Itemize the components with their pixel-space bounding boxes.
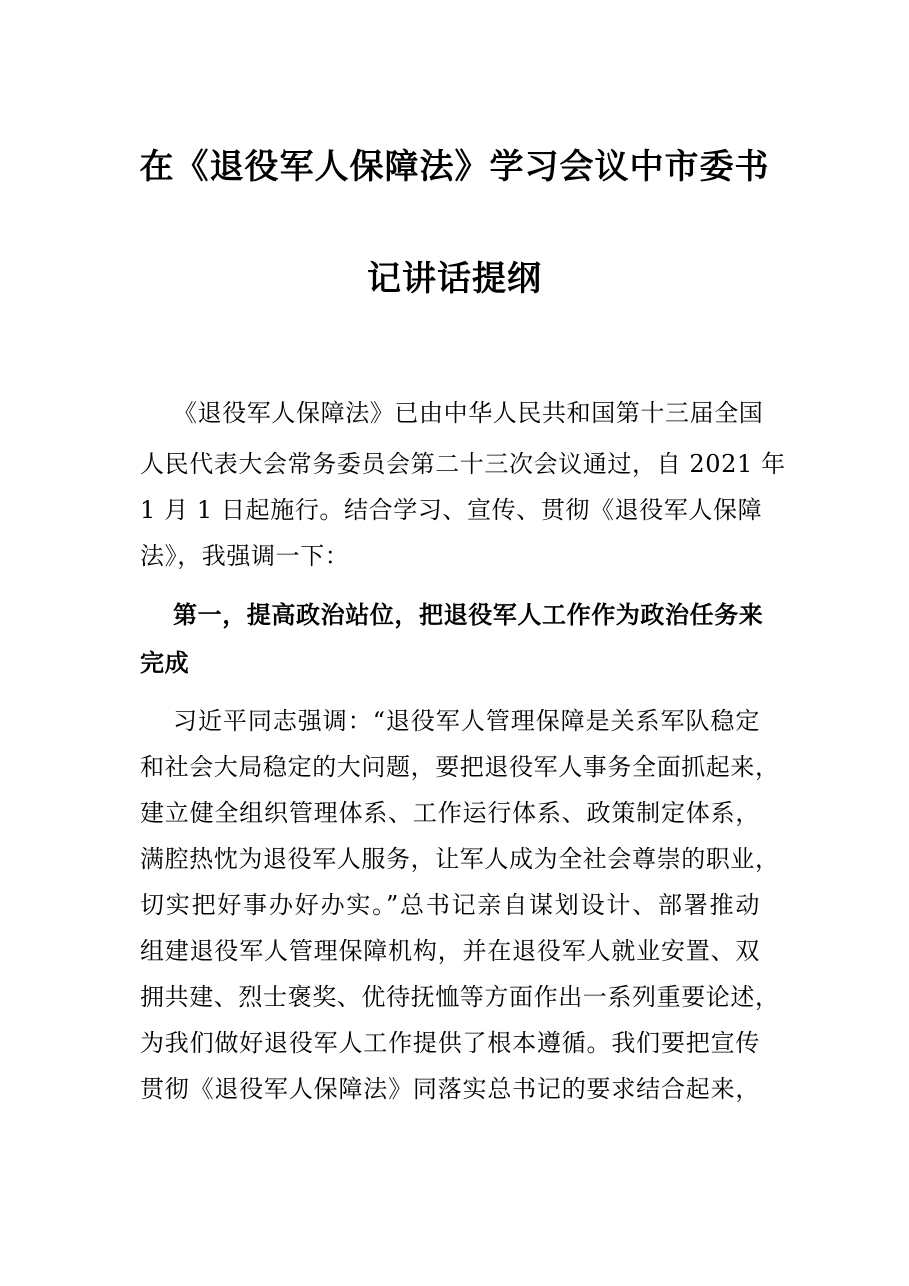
paragraph-line: 建立健全组织管理体系、工作运行体系、政策制定体系，: [140, 799, 760, 827]
paragraph-line: 切实把好事办好办实。”总书记亲自谋划设计、部署推动: [140, 891, 760, 919]
paragraph-line: 《退役军人保障法》已由中华人民共和国第十三届全国: [173, 399, 764, 427]
section-heading-line: 完成: [140, 648, 190, 677]
document-title-line-2: 记讲话提纲: [367, 259, 542, 299]
paragraph-line: 1 月 1 日起施行。结合学习、宣传、贯彻《退役军人保障: [140, 496, 763, 524]
paragraph-line: 满腔热忱为退役军人服务，让军人成为全社会尊崇的职业，: [140, 845, 780, 873]
section-heading-line: 第一，提高政治站位，把退役军人工作作为政治任务来: [173, 600, 764, 629]
paragraph-line: 法》，我强调一下：: [140, 542, 350, 570]
paragraph-line: 和社会大局稳定的大问题，要把退役军人事务全面抓起来，: [140, 753, 780, 781]
paragraph-line: 拥共建、烈士褒奖、优待抚恤等方面作出一系列重要论述，: [140, 983, 780, 1011]
document-title-line-1: 在《退役军人保障法》学习会议中市委书: [139, 147, 770, 187]
paragraph-line: 组建退役军人管理保障机构，并在退役军人就业安置、双: [140, 937, 760, 965]
paragraph-line: 贯彻《退役军人保障法》同落实总书记的要求结合起来，: [140, 1075, 760, 1103]
paragraph-line: 习近平同志强调：“退役军人管理保障是关系军队稳定: [173, 707, 760, 735]
paragraph-line: 人民代表大会常务委员会第二十三次会议通过，自 2021 年: [140, 450, 786, 478]
paragraph-line: 为我们做好退役军人工作提供了根本遵循。我们要把宣传: [140, 1029, 760, 1057]
